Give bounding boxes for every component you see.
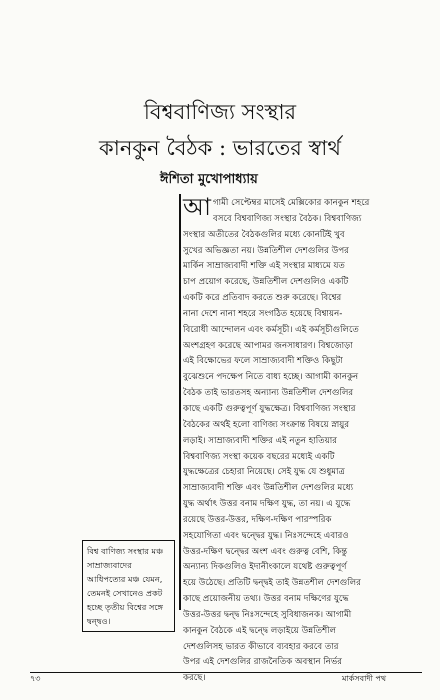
pull-quote-box: বিশ্ব বাণিজ্য সংস্থার মঞ্চ সাম্রাজ্যবাদের আধিপত্যের মঞ্চ যেমন, তেমনই সেখানেও প্রকট হচ্ছে তৃতীয় বিশ্বের সঙ্গে দ্বন্দ্বও। xyxy=(82,540,175,632)
body-line: সাম্রাজ্যবাদী শক্তি এবং উন্নতিশীল দেশগুলির মধ্যে xyxy=(183,483,354,494)
body-line: যুদ্ধ অর্থাৎ উত্তর বনাম দক্ষিণ যুদ্ধ, তা নয়। এ যুদ্ধে xyxy=(183,499,351,510)
column-divider xyxy=(179,194,181,610)
article-body xyxy=(183,193,402,687)
body-line: বৈঠক তাই ভারতসহ অন্যান্য উন্নতিশীল দেশগুলির xyxy=(183,388,354,399)
article-title-line-2: কানকুন বৈঠক : ভারতের স্বার্থ xyxy=(99,136,341,160)
body-line: চাপ প্রয়োগ করেছে, উন্নতিশীল দেশগুলিও একটি xyxy=(183,277,349,288)
body-line: কাছে একটি গুরুত্বপূর্ণ যুদ্ধক্ষেত্র। বিশ্ববাণিজ্য সংস্থার xyxy=(183,403,356,414)
body-line: দেশগুলিসহ ভারত কীভাবে ব্যবহার করবে তার xyxy=(183,641,339,652)
body-line: বিশ্ববাণিজ্য সংস্থা কয়েক বছরের মধ্যেই একটি xyxy=(183,451,335,462)
body-line: যুদ্ধক্ষেত্রের চেহারা নিয়েছে। সেই যুদ্ধ যে শুধুমাত্র xyxy=(183,467,345,478)
body-line: বৈঠকের অর্থই হলো বাণিজ্য সংক্রান্ত বিষয়ে স্নায়ুর xyxy=(183,419,350,430)
body-line: লড়াই। সাম্রাজ্যবাদী শক্তির এই নতুন হাতিয়ার xyxy=(183,435,337,446)
drop-cap: আ xyxy=(183,193,211,221)
body-line: সংস্থার অতীতের বৈঠকগুলির মধ্যে কোনটিই খুব xyxy=(183,229,345,240)
author-name: ঈশিতা মুখোপাধ্যায় xyxy=(160,172,258,187)
body-line: বসবে বিশ্ববাণিজ্য সংস্থার বৈঠক। বিশ্ববাণিজ্য xyxy=(213,213,362,224)
body-line: গামী সেপ্টেম্বর মাসেই মেক্সিকোর কানকুন শহরে xyxy=(213,198,370,208)
body-line: সহযোগিতা এবং দ্বন্দ্বের যুদ্ধ। নিঃসন্দেহে এবারও xyxy=(183,530,349,541)
body-line: অন্যান্য দিকগুলিও ইদানীংকালে যথেষ্ট গুরুত্বপূর্ণ xyxy=(183,562,347,573)
page-number: ৭৩ xyxy=(30,674,41,683)
body-line: রয়েছে উত্তর-উত্তর, দক্ষিণ-দক্ষিণ পারস্পরিক xyxy=(183,514,332,525)
article-title-line-1: বিশ্ববাণিজ্য সংস্থার xyxy=(143,100,297,124)
body-line: উপর এই দেশগুলির রাজনৈতিক অবস্থান নির্ভর xyxy=(183,657,343,668)
publication-name: মার্কসবাদী পথ xyxy=(342,674,387,683)
body-line: একটি করে প্রতিবাদ করতে শুরু করেছে। বিশ্বের xyxy=(183,293,342,304)
body-line: এই বিক্ষোভের ফলে সাম্রাজ্যবাদী শক্তিও কিছুটা xyxy=(183,356,343,367)
body-line: উত্তর-দক্ষিণ দ্বন্দ্বের অংশ এবং গুরুত্ব বেশি, কিন্তু xyxy=(183,546,348,557)
body-line: হয়ে উঠেছে। প্রতিটি দ্বন্দ্বই তাই উন্নতশীল দেশগুলির xyxy=(183,578,361,589)
body-line: বুঝেশুনে পদক্ষেপ নিতে বাধ্য হচ্ছে। আগামী কানকুন xyxy=(183,372,359,383)
body-line: করছে। xyxy=(183,673,206,684)
body-line: উত্তর-উত্তর দ্বন্দ্ব নিঃসন্দেহে সুবিধাজনক। আগামী xyxy=(183,609,352,620)
body-line: কানকুন বৈঠকে এই দ্বন্দ্বে লড়াইয়ে উন্নতিশীল xyxy=(183,625,337,636)
body-line: বিরোধী আন্দোলন এবং কর্মসূচী। এই কর্মসূচীগুলিতে xyxy=(183,324,359,335)
body-line: অংশগ্রহণ করেছে আপামর জনসাধারণ। বিশ্বজোড়া xyxy=(183,340,353,351)
body-line: নানা দেশে নানা শহরে সংগঠিত হয়েছে বিশ্বায়ন- xyxy=(183,308,343,319)
body-line: মার্কিন সাম্রাজ্যবাদী শক্তি এই সংস্থার মাধ্যমে যত xyxy=(183,261,345,272)
body-line: সুখের অভিজ্ঞতা নয়। উন্নতিশীল দেশগুলির উপর xyxy=(183,245,349,256)
body-line: কাছে প্রয়োজনীয় তথ্য। উত্তর বনাম দক্ষিণের যুদ্ধে xyxy=(183,594,349,605)
